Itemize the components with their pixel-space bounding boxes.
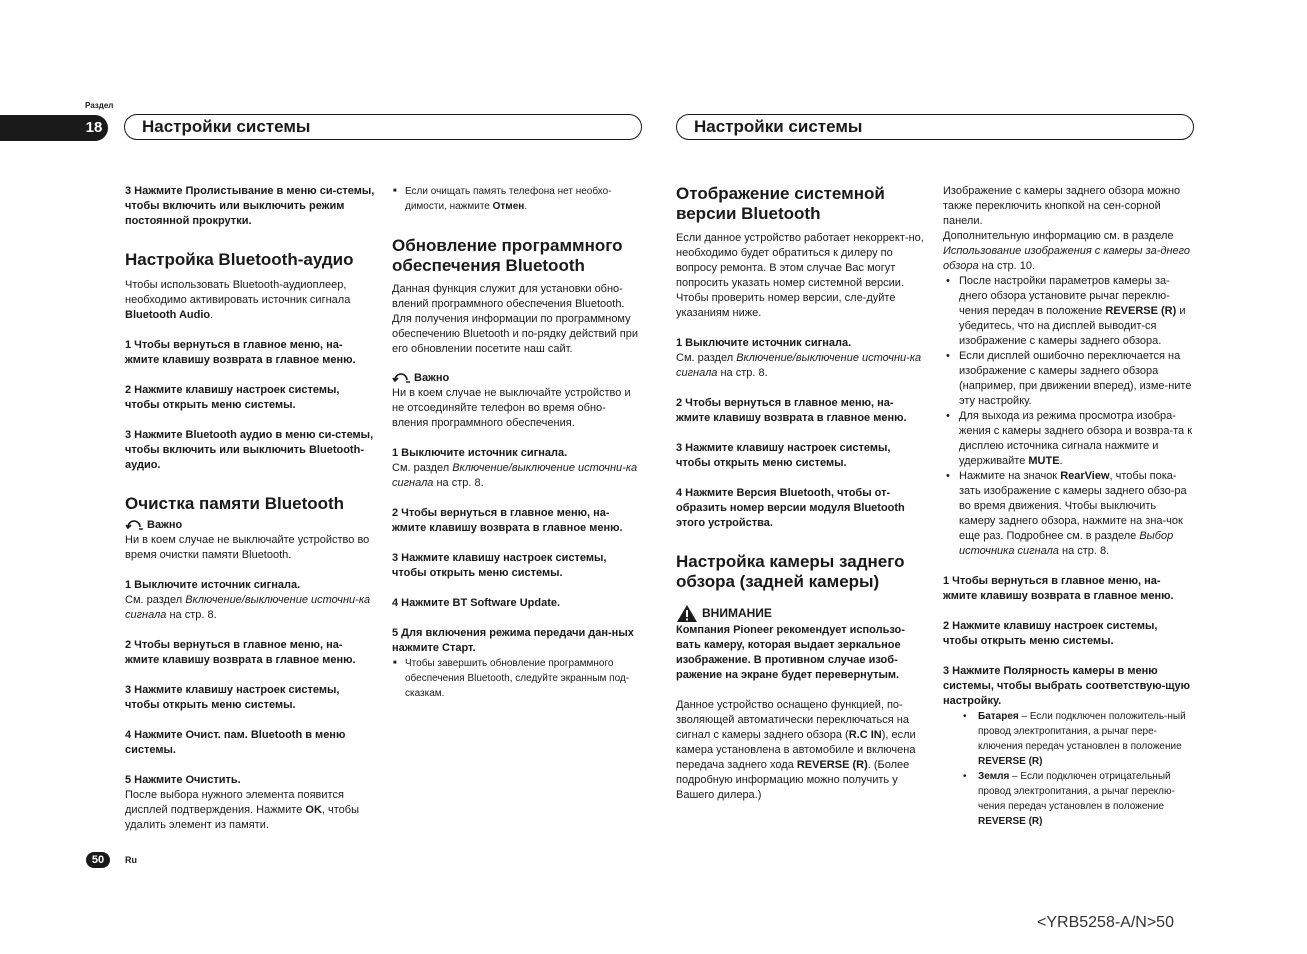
step: 2 Чтобы вернуться в главное меню, на-жмите клавишу возврата в главное меню. [676, 397, 907, 424]
paragraph: Данная функция служит для установки обно-влений программного обеспечения Bluetooth. Для получения информации по программному обеспечению Bluetooth и по-рядку действий при его обновлении посетите наш сайт. [392, 283, 638, 355]
step: 1 Выключите источник сигнала. [392, 447, 568, 459]
step: 2 Чтобы вернуться в главное меню, на-жмите клавишу возврата в главное меню. [392, 507, 623, 534]
paragraph: Данное устройство оснащено функцией, по-зволяющей автоматически переключаться на сигнал с камеры заднего обзора (R.C IN), если камера установлена в автомобиле и включена передача заднего хода REVERSE (R). (Более подробную информацию можно получить у Вашего дилера.) [676, 699, 916, 801]
warning-label: ВНИМАНИЕ [676, 604, 926, 623]
step: 3 Нажмите клавишу настроек системы, чтобы открыть меню системы. [676, 442, 891, 469]
heading-bt-audio: Настройка Bluetooth-аудио [125, 250, 354, 269]
step: 2 Нажмите клавишу настроек системы, чтобы открыть меню системы. [125, 384, 340, 411]
page-number: 50 [86, 852, 110, 868]
paragraph: После выбора нужного элемента появится дисплей подтверждения. Нажмите OK, чтобы удалить элемент из памяти. [125, 789, 359, 831]
bullet-item: • Если дисплей ошибочно переключается на изображение с камеры заднего обзора (например, при движении вперед), изме-ните эту настройку. [943, 349, 1193, 409]
step: 4 Нажмите Очист. пам. Bluetooth в меню системы. [125, 729, 346, 756]
heading-software-update: Обновление программного обеспечения Bluetooth [392, 236, 623, 275]
bullet-item: • Нажмите на значок RearView, чтобы пока-зать изображение с камеры заднего обзо-ра во время движения. Чтобы выключить камеру заднего обзора, нажмите на зна-чок еще раз. Подробнее см. в разделе Выбор источника сигнала на стр. 8. [943, 469, 1193, 559]
step: 1 Выключите источник сигнала. [676, 337, 852, 349]
important-icon [125, 519, 145, 533]
important-icon [392, 372, 412, 386]
reference: См. раздел Включение/выключение источни-ка сигнала на стр. 8. [392, 462, 638, 489]
step: 3 Нажмите клавишу настроек системы, чтобы открыть меню системы. [125, 684, 340, 711]
step: 4 Нажмите Версия Bluetooth, чтобы от-образить номер версии модуля Bluetooth этого устройства. [676, 487, 905, 529]
bullet-item: • Для выхода из режима просмотра изобра-жения с камеры заднего обзора и возвра-та к дисплею источника сигнала нажмите и удерживайте MUTE. [943, 409, 1193, 469]
document-code: <YRB5258-A/N>50 [1037, 914, 1174, 931]
step: 3 Нажмите Bluetooth аудио в меню си-стемы, чтобы включить или выключить Bluetooth-аудио. [125, 429, 374, 471]
step: 2 Нажмите клавишу настроек системы, чтобы открыть меню системы. [943, 620, 1158, 647]
sub-bullet-item: • Земля – Если подключен отрицательный провод электропитания, а рычаг переклю-чения передач установлен в положение REVERSE (R) [943, 769, 1193, 829]
note-item: ■ Если очищать память телефона нет необхо-димости, нажмите Отмен. [392, 184, 642, 214]
section-label: Раздел [85, 101, 114, 110]
paragraph: Если данное устройство работает некоррект-но, необходимо будет обратиться к дилеру по вопросу ремонта. В этом случае Вас могут попросить указать номер системной версии. Чтобы проверить номер версии, сле-дуйте указаниям ниже. [676, 232, 924, 319]
reference: См. раздел Включение/выключение источни-ка сигнала на стр. 8. [676, 352, 922, 379]
step: 5 Нажмите Очистить. [125, 774, 241, 786]
heading-clear-memory: Очистка памяти Bluetooth [125, 494, 345, 513]
sub-bullet-item: • Батарея – Если подключен положитель-ный провод электропитания, а рычаг пере-ключения передач установлен в положение REVERSE (R) [943, 709, 1193, 769]
note-item: ■ Чтобы завершить обновление программного обеспечения Bluetooth, следуйте экранным под-сказкам. [392, 656, 642, 701]
left-header-bar [124, 114, 642, 140]
section-number: 18 [85, 119, 103, 136]
step: 3 Нажмите Полярность камеры в меню системы, чтобы выбрать соответствую-щую настройку. [943, 665, 1191, 707]
paragraph: Дополнительную информацию см. в разделе Использование изображения с камеры за-днего обзора на стр. 10. [943, 230, 1191, 272]
right-header-title: Настройки системы [694, 117, 863, 136]
step: 3 Нажмите клавишу настроек системы, чтобы открыть меню системы. [392, 552, 607, 579]
column-1 [125, 184, 375, 833]
left-header-title: Настройки системы [142, 117, 311, 136]
step: 5 Для включения режима передачи дан-ных нажмите Старт. [392, 627, 634, 654]
column-4 [943, 184, 1193, 829]
step: 1 Выключите источник сигнала. [125, 579, 301, 591]
heading-system-version: Отображение системной версии Bluetooth [676, 184, 885, 223]
bullet-item: • После настройки параметров камеры за-днего обзора установите рычаг переклю-чения передач в положение REVERSE (R) и убедитесь, что на дисплей выводит-ся изображение с камеры заднего обзора. [943, 274, 1193, 349]
warning-icon [676, 604, 698, 623]
paragraph: Изображение с камеры заднего обзора можно также переключить кнопкой на сен-сорной панели. [943, 185, 1181, 227]
paragraph: Чтобы использовать Bluetooth-аудиоплеер, необходимо активировать источник сигнала Bluetooth Audio. [125, 279, 351, 321]
important-text: Ни в коем случае не выключайте устройство и не отсоединяйте телефон во время обно-вления программного обеспечения. [392, 387, 631, 429]
step: 4 Нажмите BT Software Update. [392, 597, 561, 609]
important-text: Ни в коем случае не выключайте устройство во время очистки памяти Bluetooth. [125, 534, 370, 561]
language-label: Ru [125, 855, 137, 865]
step: 2 Чтобы вернуться в главное меню, на-жмите клавишу возврата в главное меню. [125, 639, 356, 666]
right-header-bar [676, 114, 1194, 140]
reference: См. раздел Включение/выключение источни-ка сигнала на стр. 8. [125, 594, 371, 621]
step: 1 Чтобы вернуться в главное меню, на-жмите клавишу возврата в главное меню. [125, 339, 356, 366]
step: 3 Нажмите Пролистывание в меню си-стемы, чтобы включить или выключить режим постоянной прокрутки. [125, 185, 375, 227]
column-2 [392, 184, 642, 701]
important-label: Важно [125, 518, 375, 533]
important-label: Важно [392, 371, 642, 386]
column-3 [676, 184, 926, 803]
heading-rear-camera: Настройка камеры заднего обзора (задней камеры) [676, 552, 905, 591]
warning-text: Компания Pioneer рекомендует использо-вать камеру, которая выдает зеркальное изображение. В противном случае изоб-ражение на экране будет перевернутым. [676, 624, 905, 681]
step: 1 Чтобы вернуться в главное меню, на-жмите клавишу возврата в главное меню. [943, 575, 1174, 602]
